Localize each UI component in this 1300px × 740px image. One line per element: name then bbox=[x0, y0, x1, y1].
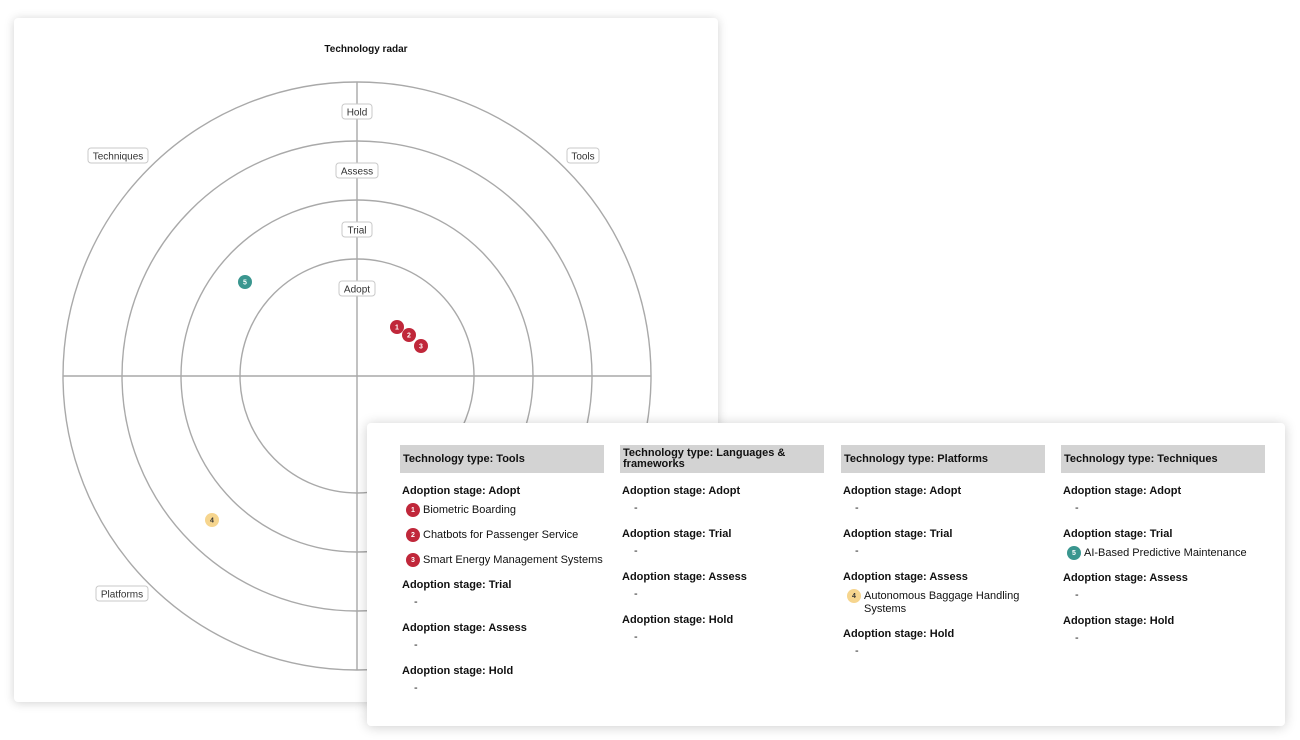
column-header: Technology type: Techniques bbox=[1061, 445, 1265, 473]
adoption-stage bbox=[841, 628, 1045, 659]
stage-title: Adoption stage: Assess bbox=[622, 571, 747, 583]
technology-list bbox=[843, 590, 1045, 616]
table-column bbox=[1061, 445, 1265, 646]
empty-placeholder: - bbox=[634, 545, 638, 557]
adoption-stage bbox=[620, 571, 824, 602]
adoption-stage bbox=[400, 622, 604, 653]
blip-number-badge: 2 bbox=[406, 528, 420, 542]
stage-title: Adoption stage: Assess bbox=[843, 571, 968, 583]
adoption-stage bbox=[1061, 485, 1265, 516]
adoption-stage bbox=[1061, 572, 1265, 603]
technology-name: Smart Energy Management Systems bbox=[423, 554, 603, 566]
empty-placeholder: - bbox=[634, 631, 638, 643]
adoption-stage bbox=[620, 485, 824, 516]
column-header: Technology type: Tools bbox=[400, 445, 604, 473]
stage-title: Adoption stage: Hold bbox=[843, 628, 955, 640]
quadrant-label-tools bbox=[567, 148, 599, 163]
ring-label-hold bbox=[342, 104, 372, 119]
adoption-stage bbox=[400, 485, 604, 567]
stage-title: Adoption stage: Trial bbox=[402, 579, 512, 591]
stage-title: Adoption stage: Hold bbox=[402, 665, 514, 677]
table-column bbox=[620, 445, 824, 645]
table-column bbox=[841, 445, 1045, 659]
blip-number-badge: 1 bbox=[406, 503, 420, 517]
empty-placeholder: - bbox=[414, 596, 418, 608]
technology-table-card bbox=[367, 423, 1285, 726]
technology-name: Biometric Boarding bbox=[423, 504, 516, 516]
adoption-stage bbox=[1061, 528, 1265, 560]
blip-number-badge: 4 bbox=[847, 589, 861, 603]
table-column bbox=[400, 445, 604, 696]
radar-title: Technology radar bbox=[324, 44, 408, 55]
stage-title: Adoption stage: Hold bbox=[622, 614, 734, 626]
stage-title: Adoption stage: Adopt bbox=[402, 485, 521, 497]
blip-number-badge: 3 bbox=[406, 553, 420, 567]
quadrant-label-techniques-text: Techniques bbox=[92, 151, 144, 163]
quadrant-label-tools-text: Tools bbox=[571, 151, 595, 163]
empty-placeholder: - bbox=[1075, 589, 1079, 601]
adoption-stage bbox=[841, 528, 1045, 559]
stage-title: Adoption stage: Adopt bbox=[622, 485, 741, 497]
ring-label-assess-text: Assess bbox=[340, 166, 374, 178]
column-header: Technology type: Languages & frameworks bbox=[620, 445, 824, 473]
quadrant-label-techniques bbox=[88, 148, 148, 163]
radar-blip-number: 5 bbox=[243, 279, 247, 287]
adoption-stage bbox=[400, 665, 604, 696]
radar-blip-number: 4 bbox=[210, 517, 214, 525]
radar-blip-number: 3 bbox=[419, 343, 423, 351]
stage-title: Adoption stage: Adopt bbox=[843, 485, 962, 497]
stage-title: Adoption stage: Assess bbox=[1063, 572, 1188, 584]
radar-blip-number: 1 bbox=[395, 324, 399, 332]
adoption-stage bbox=[620, 528, 824, 559]
radar-blip-2[interactable] bbox=[402, 328, 416, 342]
empty-placeholder: - bbox=[855, 502, 859, 514]
stage-title: Adoption stage: Trial bbox=[843, 528, 953, 540]
adoption-stage bbox=[1061, 615, 1265, 646]
empty-placeholder: - bbox=[414, 639, 418, 651]
radar-blip-1[interactable] bbox=[390, 320, 404, 334]
stage-title: Adoption stage: Adopt bbox=[1063, 485, 1182, 497]
technology-item[interactable] bbox=[402, 529, 604, 542]
quadrant-label-platforms bbox=[96, 586, 148, 601]
radar-blip-3[interactable] bbox=[414, 339, 428, 353]
empty-placeholder: - bbox=[1075, 502, 1079, 514]
technology-item[interactable] bbox=[843, 590, 1045, 616]
column-header: Technology type: Platforms bbox=[841, 445, 1045, 473]
empty-placeholder: - bbox=[855, 545, 859, 557]
empty-placeholder: - bbox=[1075, 632, 1079, 644]
ring-label-adopt-text: Adopt bbox=[343, 284, 371, 296]
adoption-stage bbox=[620, 614, 824, 645]
adoption-stage bbox=[841, 485, 1045, 516]
technology-name: Chatbots for Passenger Service bbox=[423, 529, 579, 541]
radar-blip-5[interactable] bbox=[238, 275, 252, 289]
adoption-stage bbox=[400, 579, 604, 610]
ring-label-adopt bbox=[339, 281, 375, 296]
ring-label-assess bbox=[336, 163, 378, 178]
empty-placeholder: - bbox=[634, 502, 638, 514]
technology-item[interactable] bbox=[402, 554, 604, 567]
stage-title: Adoption stage: Assess bbox=[402, 622, 527, 634]
stage-title: Adoption stage: Trial bbox=[622, 528, 732, 540]
technology-list bbox=[1063, 547, 1265, 560]
empty-placeholder: - bbox=[855, 645, 859, 657]
technology-list bbox=[402, 504, 604, 567]
technology-item[interactable] bbox=[1063, 547, 1265, 560]
technology-item[interactable] bbox=[402, 504, 604, 517]
stage-title: Adoption stage: Hold bbox=[1063, 615, 1175, 627]
quadrant-label-platforms-text: Platforms bbox=[100, 589, 144, 601]
stage-title: Adoption stage: Trial bbox=[1063, 528, 1173, 540]
empty-placeholder: - bbox=[634, 588, 638, 600]
empty-placeholder: - bbox=[414, 682, 418, 694]
ring-label-trial-text: Trial bbox=[347, 225, 367, 237]
blip-number-badge: 5 bbox=[1067, 546, 1081, 560]
technology-name: Autonomous Baggage Handling Systems bbox=[864, 590, 1020, 615]
radar-blip-4[interactable] bbox=[205, 513, 219, 527]
ring-label-trial bbox=[342, 222, 372, 237]
adoption-stage bbox=[841, 571, 1045, 616]
ring-label-hold-text: Hold bbox=[346, 107, 368, 119]
radar-blip-number: 2 bbox=[407, 332, 411, 340]
technology-name: AI-Based Predictive Maintenance bbox=[1084, 547, 1247, 559]
